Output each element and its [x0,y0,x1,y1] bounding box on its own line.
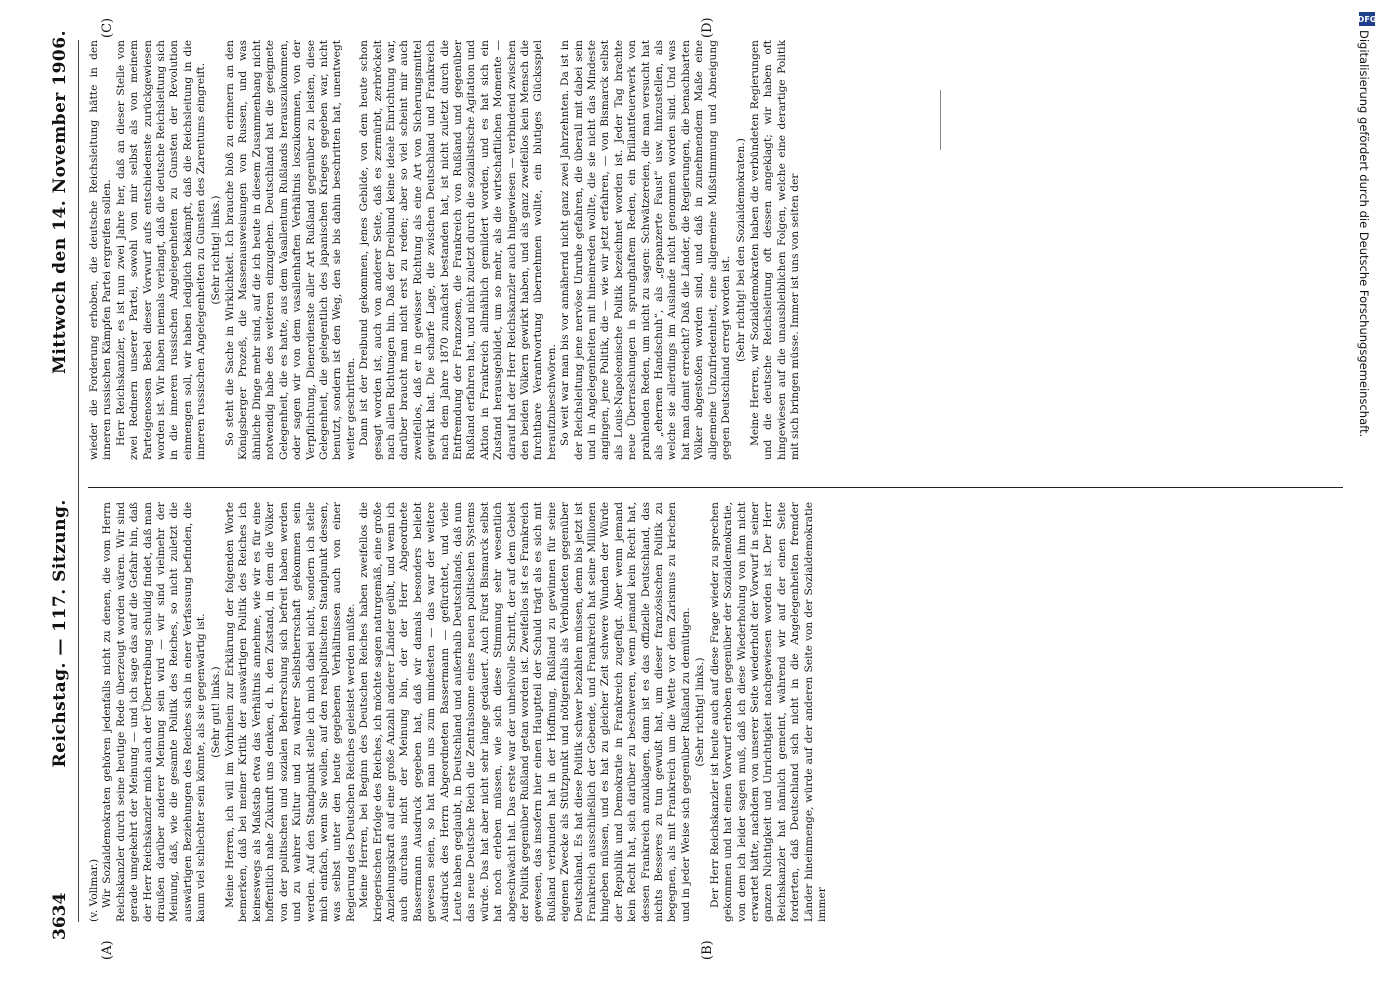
session-date: Mittwoch den 14. November 1906. [50,30,70,374]
applause-note: (Sehr richtig! links.) [209,195,222,305]
column-divider [88,487,1343,488]
applause-note: (Sehr richtig! links.) [694,657,707,767]
credit-text: Digitalisierung gefördert durch die Deutsche Forschungsgemeinschaft. [1357,30,1371,438]
paragraph: Meine Herren, bei Beginn des Deutschen Reiches haben zweifellos die kriegerischen Erfolge des Reiches, ich möchte sagen naturgemäß, eine große Anziehungskraft auf eine große Anzahl anderer Länder geübt, und wenn ich auch durchaus nicht der Meinung bin, der der Herr Abgeordnete Bassermann Ausdruck gegeben hat, daß wir damals besonders beliebt gewesen seien, so hat man uns zum mindesten — das war der weitere Ausdruck des Herrn Abgeordneten Bassermann — gefürchtet, und viele Leute haben geglaubt, in Deutschland und außerhalb Deutschlands, daß nun das neue Deutsche Reich die Zentralsonne eines neuen politischen Systems würde. Das hat aber nicht sehr lange gedauert. Auch Fürst Bismarck selbst hat noch erleben müssen, wie sich diese Stimmung sehr wesentlich abgeschwächt hat. Das erste war der unheilvolle Schritt, der auf dem Gebiet der Politik gegenüber Rußland getan worden ist. Zweifellos ist es Frankreich gewesen, das insofern hier einen Hauptteil der Schuld trägt als es sich mit Rußland verbunden hat in der Hoffnung, Rußland zu gewinnen für seine eigenen Zwecke als Stützpunkt und nötigenfalls als Verbündeten gegenüber Deutschland. Es hat diese Politik schwer bezahlen müssen, denn bis jetzt ist Frankreich ausschließlich der Gebende, und Frankreich hat seine Millionen hingeben müssen, und es hat zu gleicher Zeit schwere Wunden der Würde der Republik und Demokratie in Frankreich zugefügt. Aber wenn jemand kein Recht hat, sich darüber zu beschweren, wenn jemand kein Recht hat, dessen Frankreich anzuklagen, dann ist es das offizielle Deutschland, das nichts Besseres zu tun gewußt hat, um dieser französischen Politik zu begegnen, als mit Frankreich um die Wette vor dem Zarismus zu kriechen und in jeder Weise sich gegenüber Rußland zu demütigen. [358,502,692,922]
margin-marker-b: (B) [700,940,715,960]
digitization-credit [1355,8,1381,998]
paragraph: wieder die Forderung erhoben, die deutsche Reichsleitung hätte in den inneren russischen Kämpfen Partei ergreifen sollen. [88,40,114,460]
page-number: 3634 [50,892,70,940]
paragraph: Dann ist der Dreibund gekommen, jenes Gebilde, von dem heute schon gesagt worden ist, auch von anderer Seite, daß es zermürbt, zerbröckelt nach allen Richtungen hin. Daß der Dreibund keine ideale Einrichtung war, darüber braucht man nicht erst zu reden; aber so viel scheint mir auch zweifellos, daß er in gewisser Richtung als eine Art von Sicherungsmittel gewirkt hat. Die scharfe Lage, die zwischen Deutschland und Frankreich nach dem Jahre 1870 zunächst bestanden hat, ist nicht zuletzt durch die Entfremdung der Franzosen, die Frankreich von Rußland und gegenüber Rußland erfahren hat, und nicht zuletzt durch die sozialistische Agitation und Aktion in Frankreich allmählich gemildert worden, und es hat sich ein Zustand herausgebildet, um so mehr, als die wirtschaftlichen Momente — darauf hat der Herr Reichskanzler auch hingewiesen — verbindend zwischen den beiden Völkern gewirkt haben, und als ganz zweifellos kein Mensch die furchtbare Verantwortung übernehmen wollte, ein blutiges Glücksspiel heraufzubeschwören. [358,40,558,460]
paragraph: Wir Sozialdemokraten gehören jedenfalls nicht zu denen, die vom Herrn Reichskanzler durch seine heutige Rede überzeugt worden wären. Wir sind gerade umgekehrt der Meinung — und ich sage das auf die Gefahr hin, daß der Herr Reichskanzler mich auch der Übertreibung schuldig findet, daß man draußen darüber anderer Meinung sein wird — wir sind vielmehr der Meinung, daß, wie die gesamte Politik des Reiches, so nicht zuletzt die auswärtigen Beziehungen des Reiches sich in einer Verfassung befinden, die kaum viel schlechter sein könnte, als sie gegenwärtig ist. [101,502,208,922]
margin-marker-a: (A) [100,940,115,960]
paragraph: Der Herr Reichskanzler ist heute auch auf diese Frage wieder zu sprechen gekommen und hat einen Vorwurf erhoben gegenüber der Sozialdemokratie, von dem ich leider sagen muß, daß ich diese Wiederholung von ihm nicht erwartet hätte, nachdem von unserer Seite wiederholt der Vorwurf in seiner ganzen Nichtigkeit und Unrichtigkeit nachgewiesen worden ist. Der Herr Reichskanzler hat nämlich gemeint, während wir auf der einen Seite forderten, daß Deutschland sich nicht in die Angelegenheiten fremder Länder hineinmenge, würde auf der anderen Seite von der Sozialdemokratie immer [708,502,828,922]
paragraph: So steht die Sache in Wirklichkeit. Ich brauche bloß zu erinnern an den Königsberger Prozeß, die Massenausweisungen von Russen, und was ähnliche Dinge mehr sind, auf die ich heute in diesem Zusammenhang nicht notwendig habe des weiteren einzugehen. Deutschland hat die geeignete Gelegenheit, die es hatte, aus dem Vasallentum Rußlands herauszukommen, oder sagen wir von dem vasallenhaften Verhältnis loszukommen, von der Verpflichtung, Dienerdienste aller Art Rußland gegenüber zu leisten, diese Gelegenheit, die gelegentlich des japanischen Krieges gegeben war, nicht benutzt, sondern ist den Weg, den sie bis dahin beschritten hat, unentwegt weiter geschritten. [224,40,357,460]
paragraph: So weit war man bis vor annähernd nicht ganz zwei Jahrzehnten. Da ist in der Reichsleitung jene nervöse Unruhe gefahren, die überall mit dabei sein und in Angelegenheiten mit hineinreden wollte, die sie nicht das Mindeste angingen, jene Politik, die — wie wir jetzt erfahren, — von Bismarck selbst als Louis-Napoleonische Politik bezeichnet worden ist. Jeder Tag brachte neue Überraschungen in sprunghaftem Reden, ein Brillantfeuerwerk von prahlenden Reden, um nicht zu sagen: Schwätzereien, die man versucht hat als „ehernen Handschuh“, als „gepanzerte Faust“ usw. hinzustellen, als welche sie allerdings im Auslande nicht genommen worden sind. Und was hat man damit erreicht? Daß die Länder, die Regierungen, die benachbarten Völker abgestoßen worden sind, und daß in zunehmendem Maße eine allgemeine Unzufriedenheit, eine allgemeine Mißstimmung und Abneigung gegen Deutschland erregt worden ist. [559,40,733,460]
margin-marker-d: (D) [700,17,715,38]
left-column [88,502,1343,922]
header-rule [78,40,79,922]
page-header [40,30,80,940]
paragraph: Meine Herren, ich will im Vorhinein zur Erklärung der folgenden Worte bemerken, daß bei meiner Kritik der auswärtigen Politik des Reiches ich keineswegs als Maßstab etwa das Verhältnis annehme, wie wir es für eine hoffentlich nahe Zukunft uns denken, d. h. den Zustand, in dem die Völker von der politischen und sozialen Beherrschung sich befreit haben werden und zu wahrer Kultur und zu wahrer Selbstherrschaft gekommen sein werden. Auf den Standpunkt stelle ich mich dabei nicht, sondern ich stelle mich einfach, wenn Sie wollen, auf den realpolitischen Standpunkt dessen, was selbst unter den heute gegebenen Verhältnissen auch von einer Regierung des Deutschen Reiches geleistet werden müßte. [224,502,357,922]
session-title: Reichstag. — 117. Sitzung. [50,499,70,768]
paragraph: Herr Reichskanzler, es ist nun zwei Jahre her, daß an dieser Stelle von zwei Rednern unserer Partei, sowohl von mir selbst als von meinem Parteigenossen Bebel dieser Vorwurf aufs entschiedenste zurückgewiesen worden ist. Wir haben niemals verlangt, daß die deutsche Reichsleitung sich in die inneren russischen Angelegenheiten zu Gunsten der Revolution einmengen soll, wir haben lediglich bekämpft, daß die Reichsleitung in die inneren russischen Angelegenheiten zu Gunsten des Zarentums eingreift. [114,40,208,460]
page-separator-dash [940,90,941,150]
margin-marker-c: (C) [100,17,115,38]
speaker-label: (v. Vollmar.) [88,858,100,922]
applause-note: (Sehr richtig! bei den Sozialdemokraten.) [734,138,747,362]
applause-note: (Sehr gut! links.) [209,666,222,758]
dfg-logo: DFG [1359,12,1375,26]
right-column [88,40,1343,460]
paragraph: Meine Herren, wir Sozialdemokraten haben die verbündeten Regierungen und die deutsche Reichsleitung oft dessen angeklagt; wir haben oft hingewiesen auf die unausbleiblichen Folgen, welche eine derartige Politik mit sich bringen müsse. Immer ist uns von seiten der [748,40,802,460]
